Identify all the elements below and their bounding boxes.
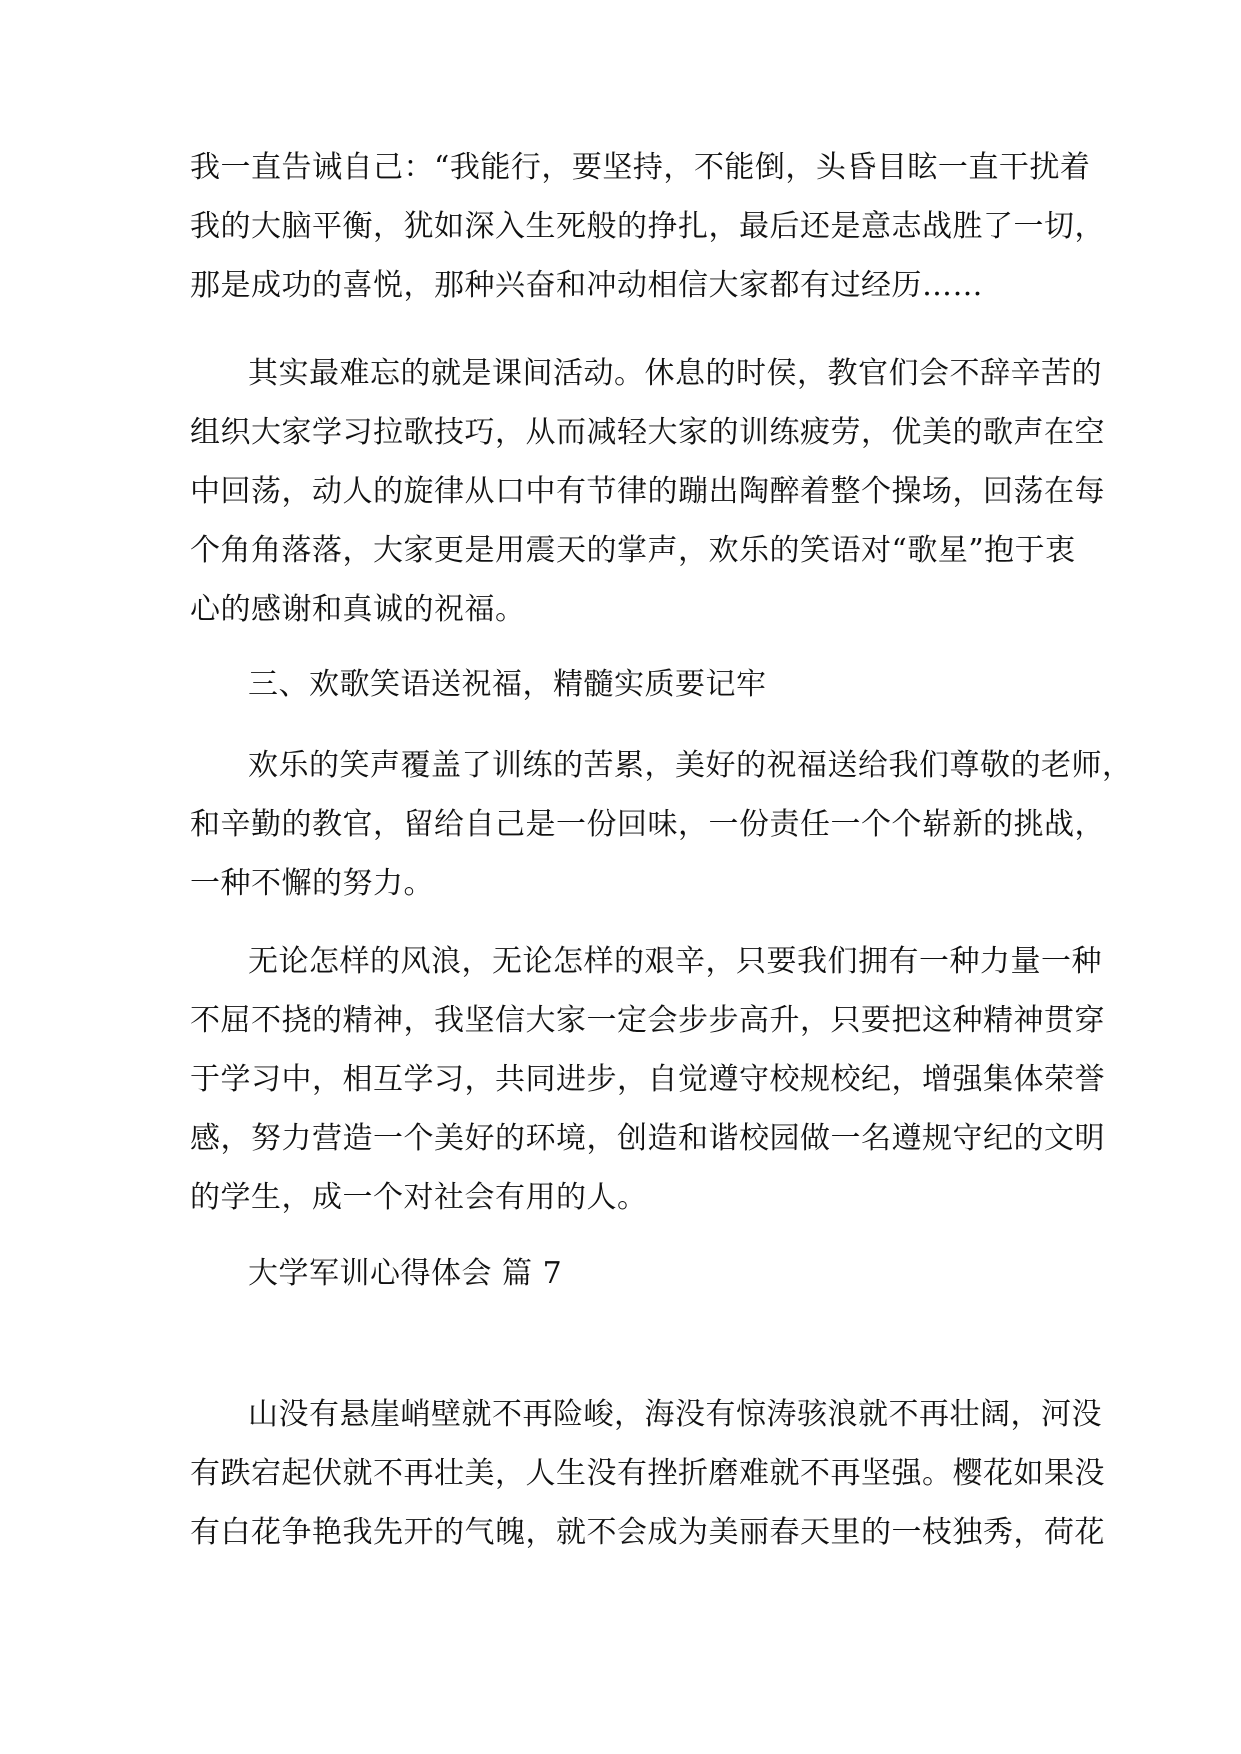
text-line: 中回荡，动人的旋律从口中有节律的蹦出陶醉着整个操场，回荡在每 [190,474,1105,509]
text-line: 有白花争艳我先开的气魄，就不会成为美丽春天里的一枝独秀，荷花 [190,1515,1105,1550]
text-line: 山没有悬崖峭壁就不再险峻，海没有惊涛骇浪就不再壮阔，河没 [248,1397,1102,1432]
text-line: 无论怎样的风浪，无论怎样的艰辛，只要我们拥有一种力量一种 [248,944,1102,979]
text-line: 欢乐的笑声覆盖了训练的苦累，美好的祝福送给我们尊敬的老师， [248,748,1133,783]
article-title: 大学军训心得体会 篇 7 [248,1256,563,1291]
text-line: 于学习中，相互学习，共同进步，自觉遵守校规校纪，增强集体荣誉 [190,1062,1105,1097]
text-line: 个角角落落，大家更是用震天的掌声，欢乐的笑语对“歌星”抱于衷 [190,533,1076,568]
text-line: 我的大脑平衡，犹如深入生死般的挣扎，最后还是意志战胜了一切， [190,209,1105,244]
section-heading: 三、欢歌笑语送祝福，精髓实质要记牢 [248,667,767,702]
text-line: 心的感谢和真诚的祝福。 [190,592,526,627]
text-line: 的学生，成一个对社会有用的人。 [190,1180,648,1215]
text-line: 组织大家学习拉歌技巧，从而减轻大家的训练疲劳，优美的歌声在空 [190,415,1105,450]
text-line: 和辛勤的教官，留给自己是一份回味，一份责任一个个崭新的挑战， [190,807,1105,842]
text-line: 感，努力营造一个美好的环境，创造和谐校园做一名遵规守纪的文明 [190,1121,1105,1156]
text-line: 那是成功的喜悦，那种兴奋和冲动相信大家都有过经历…… [190,268,983,303]
text-line: 一种不懈的努力。 [190,866,434,901]
text-line: 不屈不挠的精神，我坚信大家一定会步步高升，只要把这种精神贯穿 [190,1003,1105,1038]
text-line: 有跌宕起伏就不再壮美，人生没有挫折磨难就不再坚强。樱花如果没 [190,1456,1105,1491]
text-line: 我一直告诫自己：“我能行，要坚持，不能倒，头昏目眩一直干扰着 [190,150,1091,185]
text-line: 其实最难忘的就是课间活动。休息的时侯，教官们会不辞辛苦的 [248,356,1102,391]
